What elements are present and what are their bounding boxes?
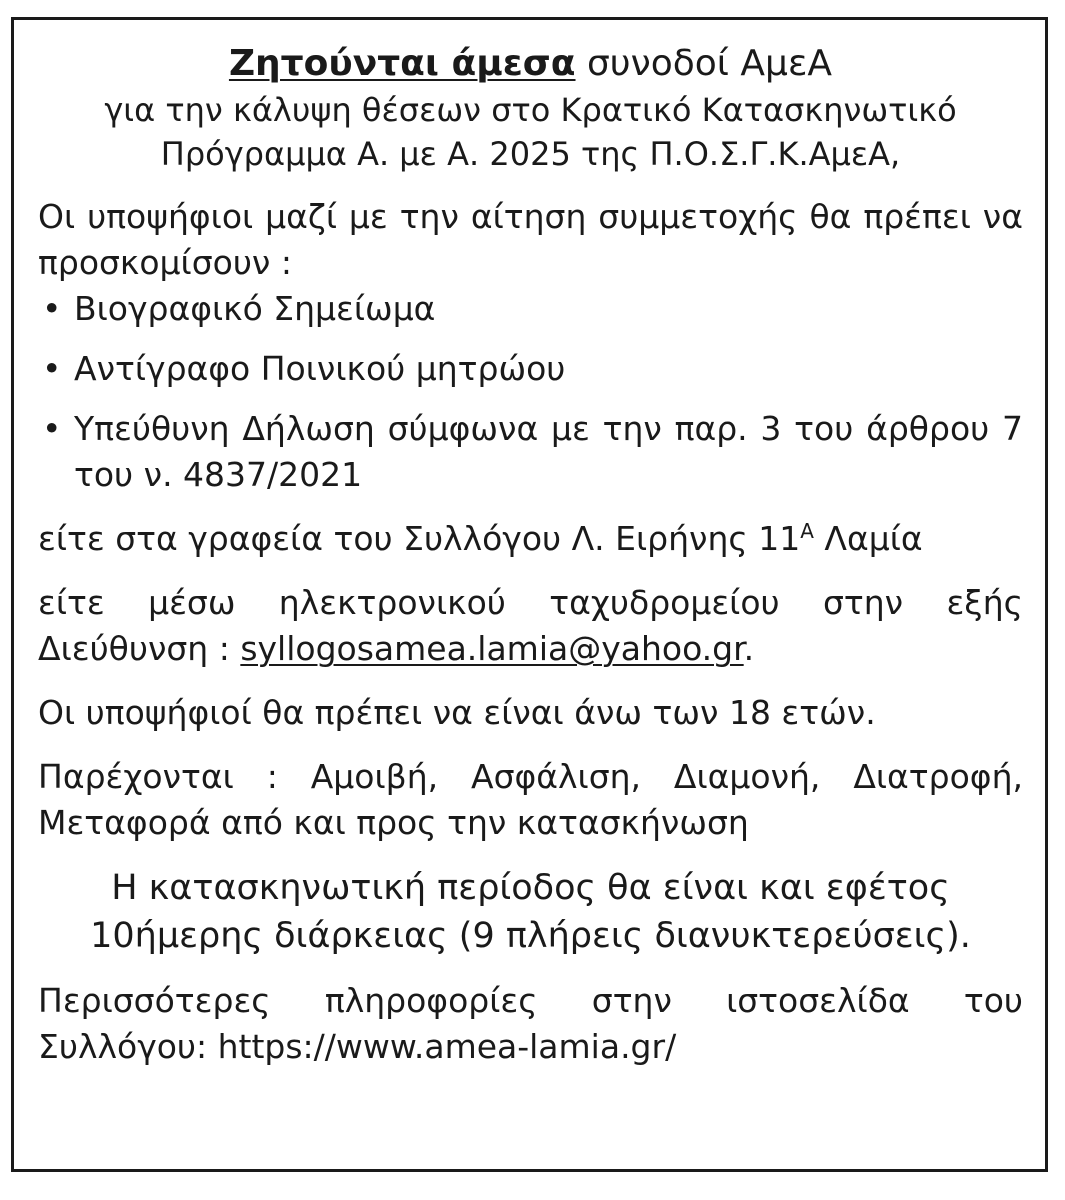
bullet-icon: • [42,289,62,328]
requirement-text: Υπεύθυνη Δήλωση σύμφωνα με την παρ. 3 του άρθρου 7 του ν. 4837/2021 [74,409,1023,494]
subtitle-line-2: Πρόγραμμα Α. με Α. 2025 της Π.Ο.Σ.Γ.Κ.ΑμεΑ, [160,135,901,173]
age-requirement: Οι υποψήφιοί θα πρέπει να είναι άνω των 18 ετών. [38,693,876,732]
subtitle-line-1: για την κάλυψη θέσεων στο Κρατικό Κατασκηνωτικό [104,91,957,129]
title-rest: συνοδοί ΑμεΑ [586,43,833,84]
office-text: είτε στα γραφεία του Συλλόγου Λ. Ειρήνης 11 [38,519,801,558]
email-end: . [743,629,755,668]
requirements-intro: Οι υποψήφιοι μαζί με την αίτηση συμμετοχής θα πρέπει να προσκομίσουν : [38,197,1023,282]
camp-period-line-1: Η κατασκηνωτική περίοδος θα είναι και εφέτος [111,868,950,908]
bullet-icon: • [42,349,62,388]
requirement-item-declaration [38,406,1023,498]
website-link[interactable]: https://www.amea-lamia.gr/ [217,1027,677,1066]
office-address [38,516,1023,562]
email-link[interactable]: syllogosamea.lamia@yahoo.gr [240,629,744,668]
requirement-item-criminal-record [38,346,1023,392]
office-city: Λαμία [813,519,923,558]
more-info-text: Περισσότερες πληροφορίες στην ιστοσελίδα του Συλλόγου: [38,981,1023,1066]
camp-period-line-2: 10ήμερης διάρκειας (9 πλήρεις διανυκτερεύσεις). [90,916,971,956]
requirement-text: Βιογραφικό Σημείωμα [74,289,436,328]
camp-period [38,864,1023,960]
announcement-title [38,40,1023,88]
more-info [38,978,1023,1070]
announcement-content [38,40,1023,1070]
requirement-item-cv [38,286,1023,332]
office-number-superscript: Α [800,519,814,543]
benefits-text: Παρέχονται : Αμοιβή, Ασφάλιση, Διαμονή, Διατροφή, Μεταφορά από και προς την κατασκήνωση [38,757,1023,842]
email-instruction [38,580,1023,672]
email-intro: είτε μέσω ηλεκτρονικού ταχυδρομείου στην εξής Διεύθυνση : [38,583,1023,668]
title-emphasis: Ζητούνται άμεσα [228,43,576,84]
bullet-icon: • [42,409,62,448]
requirement-text: Αντίγραφο Ποινικού μητρώου [74,349,566,388]
requirements-list [38,286,1023,498]
